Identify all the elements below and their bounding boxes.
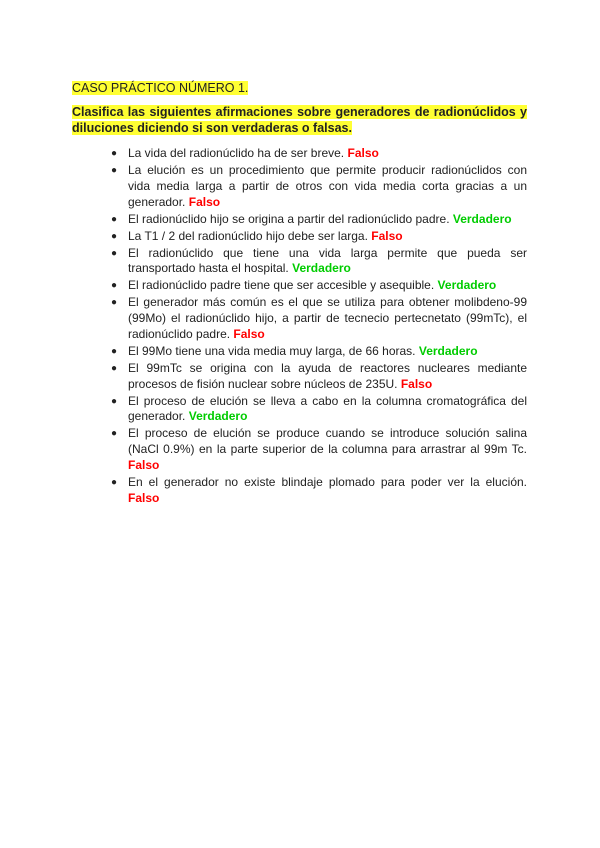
statement-text: El radionúclido hijo se origina a partir del radionúclido padre. xyxy=(128,211,450,226)
verdict-label-falso: Falso xyxy=(128,490,160,505)
statement-text: En el generador no existe blindaje plomado para poder ver la elución. xyxy=(128,475,527,489)
statement-item xyxy=(110,343,527,360)
statements-list xyxy=(72,146,527,507)
verdict-label-falso: Falso xyxy=(188,194,221,209)
statement-text: El 99mTc se origina con la ayuda de reactores nucleares mediante procesos de fisión nuclear sobre núcleos de 235U. xyxy=(128,360,527,391)
document-title xyxy=(72,80,527,96)
verdict-label-falso: Falso xyxy=(400,376,433,391)
bullet-icon: ● xyxy=(110,395,118,407)
bullet-icon: ● xyxy=(110,230,118,242)
verdict-label-falso: Falso xyxy=(347,146,379,160)
statement-item xyxy=(110,245,527,278)
verdict-label-falso: Falso xyxy=(233,326,265,341)
bullet-icon: ● xyxy=(110,428,118,440)
statement-text: El proceso de elución se lleva a cabo en la columna cromatográfica del generador. xyxy=(128,393,527,424)
bullet-icon: ● xyxy=(110,362,118,374)
statement-item xyxy=(110,211,527,228)
statement-item xyxy=(110,475,527,507)
bullet-icon: ● xyxy=(110,213,118,225)
statement-item xyxy=(110,393,527,426)
document-instructions xyxy=(72,104,527,136)
verdict-label-verdadero: Verdadero xyxy=(292,261,351,276)
statement-text: El generador más común es el que se utiliza para obtener molibdeno-99 (99Mo) el radionúclido hijo, a partir de tecnecio pertecnetato (99mTc), el radionúclido padre. xyxy=(128,295,527,341)
bullet-icon: ● xyxy=(110,247,118,259)
bullet-icon: ● xyxy=(110,345,118,357)
statement-text: La vida del radionúclido ha de ser breve. xyxy=(128,146,345,160)
bullet-icon: ● xyxy=(110,164,118,176)
bullet-icon: ● xyxy=(110,280,118,292)
title-highlight: CASO PRÁCTICO NÚMERO 1. xyxy=(72,81,249,95)
statement-text: El 99Mo tiene una vida media muy larga, de 66 horas. xyxy=(128,343,416,358)
statement-text: El proceso de elución se produce cuando se introduce solución salina (NaCl 0.9%) en la parte superior de la columna para arrastrar al 99m Tc. xyxy=(128,426,527,457)
statement-item xyxy=(110,295,527,342)
verdict-label-verdadero: Verdadero xyxy=(437,278,497,293)
statement-text: El radionúclido que tiene una vida larga permite que pueda ser transportado hasta el hospital. xyxy=(128,245,527,276)
statement-item xyxy=(110,162,527,210)
verdict-label-falso: Falso xyxy=(128,458,160,473)
statement-text: La elución es un procedimiento que permite producir radionúclidos con vida media larga a partir de otros con vida media corta gracias a un generador. xyxy=(128,162,527,209)
verdict-label-falso: Falso xyxy=(371,228,403,243)
statement-item xyxy=(110,278,527,294)
verdict-label-verdadero: Verdadero xyxy=(188,409,248,424)
verdict-label-verdadero: Verdadero xyxy=(452,211,512,226)
statement-item xyxy=(110,426,527,473)
statement-item xyxy=(110,146,527,162)
bullet-icon: ● xyxy=(110,297,118,309)
instructions-highlight: Clasifica las siguientes afirmaciones sobre generadores de radionúclidos y diluciones diciendo si son verdaderas o falsas. xyxy=(72,105,527,135)
statement-text: La T1 / 2 del radionúclido hijo debe ser larga. xyxy=(128,228,368,243)
statement-item xyxy=(110,228,527,245)
document-page xyxy=(72,80,527,508)
bullet-icon: ● xyxy=(110,148,118,159)
statement-item xyxy=(110,360,527,393)
statement-text: El radionúclido padre tiene que ser accesible y asequible. xyxy=(128,278,435,293)
verdict-label-verdadero: Verdadero xyxy=(418,343,478,358)
bullet-icon: ● xyxy=(110,477,118,488)
